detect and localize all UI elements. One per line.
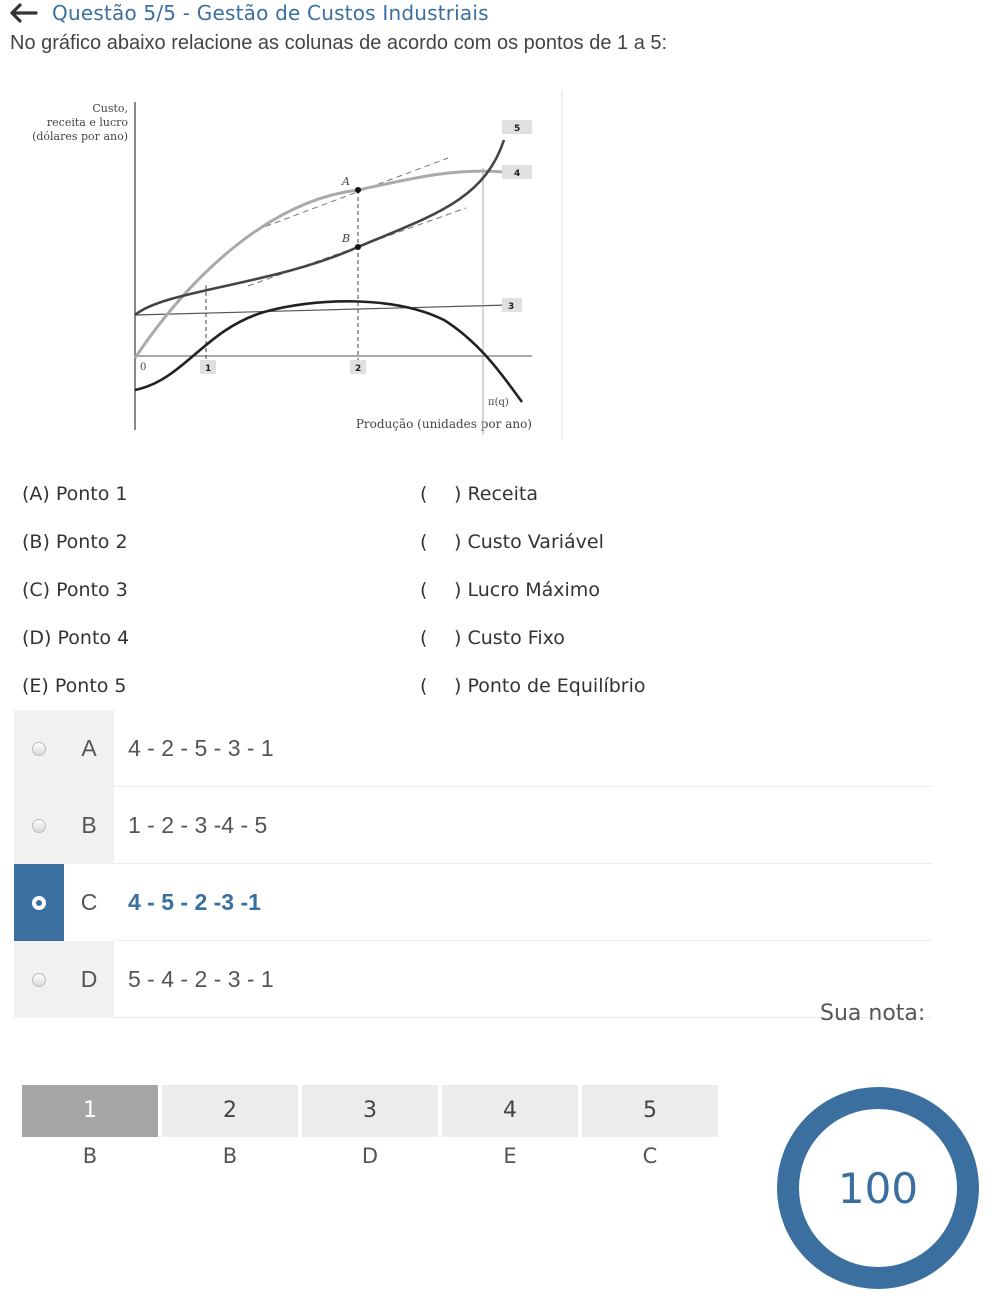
nav-question-2[interactable] (162, 1085, 298, 1175)
option-text[interactable]: 1 - 2 - 3 -4 - 5 (114, 787, 932, 864)
match-paren: ( (420, 483, 428, 505)
nav-answer: B (82, 1144, 98, 1168)
radio-icon[interactable] (32, 973, 46, 987)
option-text[interactable]: 5 - 4 - 2 - 3 - 1 (114, 941, 932, 1018)
option-a[interactable] (14, 710, 932, 787)
grade-label: Sua nota: (820, 1001, 926, 1026)
match-left-item: (B) Ponto 2 (22, 531, 128, 553)
match-left-item: (A) Ponto 1 (22, 483, 128, 505)
matching-columns (22, 470, 722, 710)
nav-question-4[interactable] (442, 1085, 578, 1175)
option-letter: D (64, 941, 114, 1018)
graph-marker-3: 3 (508, 302, 515, 312)
question-header (10, 0, 489, 26)
match-row (22, 470, 722, 518)
option-letter: A (64, 710, 114, 787)
graph-origin-label: 0 (140, 362, 147, 373)
nav-answer: B (222, 1144, 238, 1168)
match-right-item: ) Lucro Máximo (454, 579, 600, 601)
nav-answer: D (361, 1144, 379, 1168)
option-letter: C (64, 864, 114, 941)
option-radio-cell[interactable] (14, 787, 64, 864)
back-arrow-icon[interactable] (10, 3, 38, 23)
graph-ylabel-3: (dólares por ano) (32, 130, 128, 143)
graph-marker-4: 4 (514, 169, 521, 179)
option-text[interactable]: 4 - 2 - 5 - 3 - 1 (114, 710, 932, 787)
nav-number[interactable]: 3 (302, 1085, 438, 1137)
question-title: Questão 5/5 - Gestão de Custos Industriais (52, 1, 489, 25)
match-row (22, 518, 722, 566)
question-navigation (22, 1085, 722, 1175)
nav-answer: E (503, 1144, 517, 1168)
match-right-item: ) Receita (454, 483, 538, 505)
match-left-item: (E) Ponto 5 (22, 675, 127, 697)
nav-question-5[interactable] (582, 1085, 718, 1175)
graph-marker-5: 5 (514, 124, 521, 134)
question-prompt: No gráfico abaixo relacione as colunas de acordo com os pontos de 1 a 5: (10, 32, 668, 54)
match-paren: ( (420, 675, 428, 697)
match-left-item: (D) Ponto 4 (22, 627, 130, 649)
match-right-item: ) Custo Variável (454, 531, 604, 553)
match-right-item: ) Ponto de Equilíbrio (454, 675, 646, 697)
match-row (22, 614, 722, 662)
nav-number[interactable]: 5 (582, 1085, 718, 1137)
nav-number[interactable]: 4 (442, 1085, 578, 1137)
nav-number[interactable]: 2 (162, 1085, 298, 1137)
answer-options (14, 710, 932, 1018)
match-paren: ( (420, 579, 428, 601)
graph-ylabel-2: receita e lucro (46, 116, 128, 129)
nav-question-3[interactable] (302, 1085, 438, 1175)
option-text[interactable]: 4 - 5 - 2 -3 -1 (114, 864, 932, 941)
graph-point-b-label: B (342, 232, 351, 245)
radio-icon[interactable] (32, 819, 46, 833)
option-d[interactable] (14, 941, 932, 1018)
radio-selected-icon[interactable] (32, 896, 46, 910)
option-radio-cell[interactable] (14, 941, 64, 1018)
match-row (22, 566, 722, 614)
option-radio-cell[interactable] (14, 710, 64, 787)
graph-marker-1: 1 (205, 364, 212, 374)
nav-question-1[interactable] (22, 1085, 158, 1175)
match-paren: ( (420, 627, 428, 649)
match-paren: ( (420, 531, 428, 553)
match-row (22, 662, 722, 710)
option-b[interactable] (14, 787, 932, 864)
nav-answer: C (642, 1144, 658, 1168)
match-right-item: ) Custo Fixo (454, 627, 565, 649)
option-c[interactable] (14, 864, 932, 941)
score-ring (777, 1087, 979, 1289)
option-letter: B (64, 787, 114, 864)
radio-icon[interactable] (32, 742, 46, 756)
option-radio-cell[interactable] (14, 864, 64, 941)
graph-marker-2: 2 (355, 364, 362, 374)
graph-xlabel: Produção (unidades por ano) (355, 417, 532, 431)
graph-ylabel-1: Custo, (92, 102, 128, 115)
cost-revenue-graph (14, 90, 566, 440)
graph-point-a-label: A (342, 175, 350, 188)
match-left-item: (C) Ponto 3 (22, 579, 128, 601)
graph-profit-label: π(q) (488, 397, 509, 408)
score-value: 100 (837, 1163, 919, 1213)
nav-number[interactable]: 1 (22, 1085, 158, 1137)
